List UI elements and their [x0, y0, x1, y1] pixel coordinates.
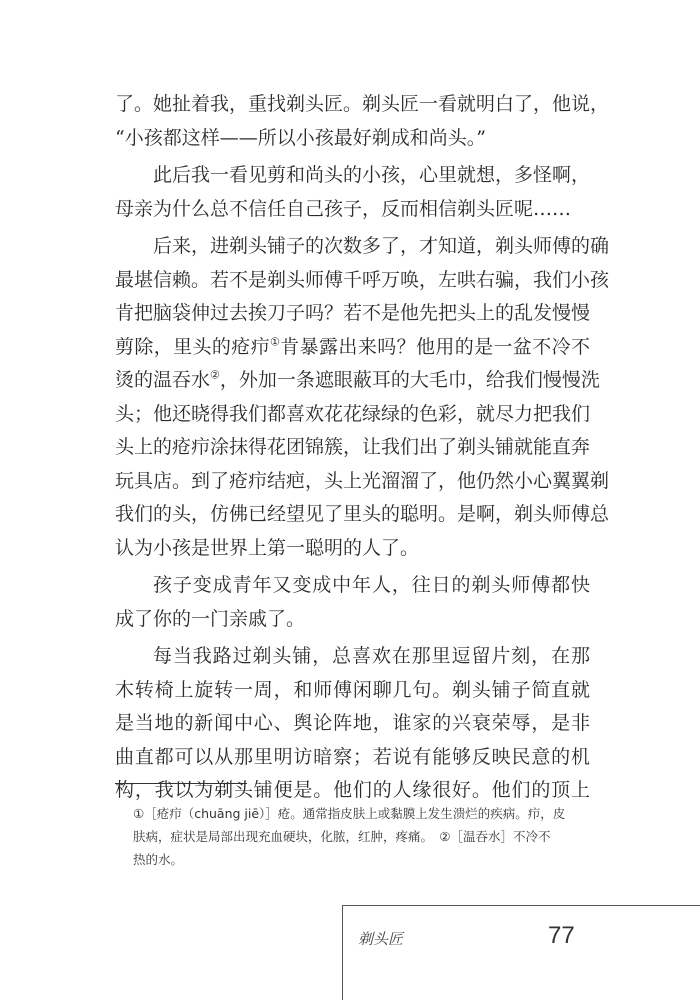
text-line: 头上的疮疖涂抹得花团锦簇，让我们出了剃头铺就能直奔 — [115, 436, 591, 458]
body-text — [115, 88, 610, 808]
text-line: 木转椅上旋转一周，和师傅闲聊几句。剃头铺子简直就 — [115, 678, 590, 701]
text-line: 了。她扯着我，重找剃头匠。剃头匠一看就明白了，他说， — [115, 93, 610, 115]
text-line: 我们的头，仿佛已经望见了里头的聪明。是啊，剃头师傅总 — [115, 503, 610, 525]
page-number: 77 — [548, 922, 575, 949]
text-line: “小孩都这样——所以小孩最好剃成和尚头。” — [115, 126, 486, 149]
footnote-mark-2: ② — [210, 368, 220, 382]
text-line: 孩子变成青年又变成中年人，往日的剃头师傅都快 — [153, 574, 590, 596]
text-line: 肯把脑袋伸过去挨刀子吗？若不是他先把头上的乱发慢慢 — [115, 302, 591, 324]
text-line: 最堪信赖。若不是剃头师傅千呼万唤，左哄右骗，我们小孩 — [115, 268, 610, 291]
footnotes — [133, 802, 590, 871]
footer-divider-horizontal — [342, 905, 700, 906]
text-line: 母亲为什么总不信任自己孩子，反而相信剃头匠呢…… — [115, 197, 572, 220]
text-line: 烫的温吞水②，外加一条遮眼蔽耳的大毛巾，给我们慢慢洗 — [115, 368, 600, 391]
footnote-line: 热的水。 — [133, 852, 184, 867]
text-line: 认为小孩是世界上第一聪明的人了。 — [115, 536, 420, 559]
footnote-line: ①［疮疖（chuāng jiē）］疮。通常指皮肤上或黏膜上发生溃烂的疾病。疖，皮 — [133, 806, 566, 821]
running-title: 剃头匠 — [358, 930, 404, 948]
footnote-divider — [115, 783, 247, 784]
text-line: 此后我一看见剪和尚头的小孩，心里就想，多怪啊， — [153, 164, 591, 186]
footnote-mark-1: ① — [270, 335, 281, 349]
text-line: 后来，进剃头铺子的次数多了，才知道，剃头师傅的确 — [153, 235, 610, 257]
text-line: 成了你的一门亲戚了。 — [115, 607, 306, 630]
text-line: 构，我以为剃头铺便是。他们的人缘很好。他们的顶上 — [115, 779, 590, 801]
text-line: 每当我路过剃头铺，总喜欢在那里逗留片刻，在那 — [153, 645, 590, 667]
footer-divider-vertical — [342, 905, 343, 1000]
text-line: 曲直都可以从那里明访暗察；若说有能够反映民意的机 — [115, 745, 590, 768]
text-line: 是当地的新闻中心、舆论阵地，谁家的兴衰荣辱，是非 — [115, 712, 590, 734]
text-line: 剪除，里头的疮疖①肯暴露出来吗？他用的是一盆不冷不 — [115, 335, 590, 358]
footnote-line: 肤病，症状是局部出现充血硬块，化脓，红肿，疼痛。 ②［温吞水］不冷不 — [133, 829, 551, 844]
text-line: 玩具店。到了疮疖结疤，头上光溜溜了，他仍然小心翼翼剃 — [115, 469, 610, 492]
text-line: 头；他还晓得我们都喜欢花花绿绿的色彩，就尽力把我们 — [115, 402, 591, 425]
